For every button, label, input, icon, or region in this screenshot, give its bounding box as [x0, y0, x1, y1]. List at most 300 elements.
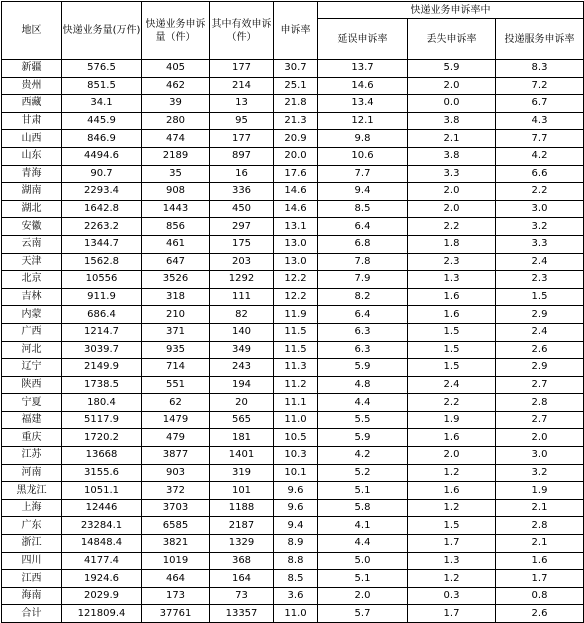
cell-region: 海南: [2, 587, 62, 605]
cell-volume: 3155.6: [62, 464, 142, 482]
cell-delay-rate: 6.8: [318, 235, 408, 253]
cell-service-rate: 1.6: [496, 552, 584, 570]
cell-region: 新疆: [2, 60, 62, 78]
cell-complaints: 1479: [142, 411, 210, 429]
cell-region: 重庆: [2, 429, 62, 447]
cell-service-rate: 8.3: [496, 60, 584, 78]
header-complaints: 快递业务申诉量（件）: [142, 2, 210, 60]
cell-complaints: 908: [142, 183, 210, 201]
cell-complaints: 371: [142, 323, 210, 341]
cell-volume: 1720.2: [62, 429, 142, 447]
cell-rate: 21.3: [274, 112, 318, 130]
cell-delay-rate: 5.2: [318, 464, 408, 482]
cell-valid-complaints: 194: [210, 376, 274, 394]
cell-service-rate: 3.2: [496, 218, 584, 236]
cell-volume: 4177.4: [62, 552, 142, 570]
cell-rate: 30.7: [274, 60, 318, 78]
cell-complaints: 464: [142, 570, 210, 588]
cell-delay-rate: 5.8: [318, 499, 408, 517]
cell-region: 四川: [2, 552, 62, 570]
cell-complaints: 479: [142, 429, 210, 447]
cell-delay-rate: 4.4: [318, 535, 408, 553]
cell-rate: 11.2: [274, 376, 318, 394]
cell-loss-rate: 1.6: [408, 429, 496, 447]
cell-complaints: 62: [142, 394, 210, 412]
cell-loss-rate: 2.4: [408, 376, 496, 394]
cell-loss-rate: 1.5: [408, 341, 496, 359]
table-row: [2, 147, 584, 165]
cell-region: 广东: [2, 517, 62, 535]
cell-rate: 11.5: [274, 341, 318, 359]
cell-loss-rate: 1.3: [408, 552, 496, 570]
cell-region: 宁夏: [2, 394, 62, 412]
cell-rate: 12.2: [274, 271, 318, 289]
cell-delay-rate: 6.4: [318, 306, 408, 324]
cell-volume: 846.9: [62, 130, 142, 148]
cell-service-rate: 6.6: [496, 165, 584, 183]
cell-region: 辽宁: [2, 359, 62, 377]
cell-rate: 10.3: [274, 447, 318, 465]
cell-loss-rate: 1.5: [408, 517, 496, 535]
cell-volume: 911.9: [62, 288, 142, 306]
cell-valid-complaints: 336: [210, 183, 274, 201]
cell-region: 山西: [2, 130, 62, 148]
cell-valid-complaints: 181: [210, 429, 274, 447]
cell-valid-complaints: 203: [210, 253, 274, 271]
cell-region: 云南: [2, 235, 62, 253]
cell-volume: 14848.4: [62, 535, 142, 553]
cell-volume: 576.5: [62, 60, 142, 78]
cell-valid-complaints: 111: [210, 288, 274, 306]
cell-valid-complaints: 177: [210, 130, 274, 148]
table-row: [2, 235, 584, 253]
cell-delay-rate: 13.4: [318, 95, 408, 113]
cell-service-rate: 2.0: [496, 429, 584, 447]
header-volume: 快递业务量(万件): [62, 2, 142, 60]
cell-service-rate: 0.8: [496, 587, 584, 605]
cell-valid-complaints: 101: [210, 482, 274, 500]
complaint-rate-table: [1, 1, 584, 623]
cell-rate: 11.1: [274, 394, 318, 412]
cell-region: 上海: [2, 499, 62, 517]
cell-delay-rate: 4.2: [318, 447, 408, 465]
cell-delay-rate: 4.8: [318, 376, 408, 394]
cell-volume: 12446: [62, 499, 142, 517]
cell-delay-rate: 2.0: [318, 587, 408, 605]
cell-valid-complaints: 450: [210, 200, 274, 218]
table-row: [2, 605, 584, 623]
cell-region: 合计: [2, 605, 62, 623]
cell-region: 内蒙: [2, 306, 62, 324]
cell-delay-rate: 8.2: [318, 288, 408, 306]
cell-volume: 180.4: [62, 394, 142, 412]
table-row: [2, 77, 584, 95]
table-row: [2, 570, 584, 588]
cell-service-rate: 3.2: [496, 464, 584, 482]
table-header: [2, 2, 584, 60]
cell-valid-complaints: 95: [210, 112, 274, 130]
cell-volume: 90.7: [62, 165, 142, 183]
cell-complaints: 1019: [142, 552, 210, 570]
table-row: [2, 464, 584, 482]
table-row: [2, 183, 584, 201]
cell-valid-complaints: 16: [210, 165, 274, 183]
cell-delay-rate: 5.0: [318, 552, 408, 570]
cell-delay-rate: 9.8: [318, 130, 408, 148]
cell-valid-complaints: 1188: [210, 499, 274, 517]
cell-loss-rate: 1.7: [408, 605, 496, 623]
header-service-rate: 投递服务申诉率: [496, 19, 584, 60]
cell-delay-rate: 7.9: [318, 271, 408, 289]
cell-rate: 20.0: [274, 147, 318, 165]
cell-rate: 21.8: [274, 95, 318, 113]
cell-loss-rate: 1.2: [408, 499, 496, 517]
cell-service-rate: 2.8: [496, 394, 584, 412]
cell-delay-rate: 12.1: [318, 112, 408, 130]
cell-delay-rate: 4.1: [318, 517, 408, 535]
cell-rate: 3.6: [274, 587, 318, 605]
cell-service-rate: 4.3: [496, 112, 584, 130]
cell-loss-rate: 1.6: [408, 482, 496, 500]
cell-valid-complaints: 1329: [210, 535, 274, 553]
table-row: [2, 552, 584, 570]
cell-rate: 13.1: [274, 218, 318, 236]
cell-volume: 34.1: [62, 95, 142, 113]
cell-volume: 2263.2: [62, 218, 142, 236]
cell-region: 福建: [2, 411, 62, 429]
cell-rate: 10.1: [274, 464, 318, 482]
cell-service-rate: 3.0: [496, 447, 584, 465]
cell-rate: 11.3: [274, 359, 318, 377]
cell-valid-complaints: 20: [210, 394, 274, 412]
table-row: [2, 60, 584, 78]
cell-loss-rate: 3.3: [408, 165, 496, 183]
cell-service-rate: 3.3: [496, 235, 584, 253]
cell-loss-rate: 2.0: [408, 200, 496, 218]
cell-service-rate: 1.9: [496, 482, 584, 500]
table-row: [2, 271, 584, 289]
cell-complaints: 280: [142, 112, 210, 130]
header-valid-complaints: 其中有效申诉（件）: [210, 2, 274, 60]
cell-rate: 12.2: [274, 288, 318, 306]
cell-volume: 10556: [62, 271, 142, 289]
cell-complaints: 1443: [142, 200, 210, 218]
cell-region: 天津: [2, 253, 62, 271]
cell-region: 江苏: [2, 447, 62, 465]
table-row: [2, 359, 584, 377]
cell-rate: 14.6: [274, 200, 318, 218]
cell-service-rate: 1.7: [496, 570, 584, 588]
cell-service-rate: 4.2: [496, 147, 584, 165]
cell-valid-complaints: 177: [210, 60, 274, 78]
cell-region: 山东: [2, 147, 62, 165]
cell-loss-rate: 1.5: [408, 323, 496, 341]
cell-region: 河南: [2, 464, 62, 482]
cell-volume: 851.5: [62, 77, 142, 95]
cell-complaints: 39: [142, 95, 210, 113]
cell-service-rate: 6.7: [496, 95, 584, 113]
cell-service-rate: 1.5: [496, 288, 584, 306]
cell-service-rate: 7.2: [496, 77, 584, 95]
cell-region: 安徽: [2, 218, 62, 236]
cell-volume: 1738.5: [62, 376, 142, 394]
cell-loss-rate: 0.0: [408, 95, 496, 113]
table-row: [2, 411, 584, 429]
cell-delay-rate: 5.9: [318, 429, 408, 447]
cell-rate: 13.0: [274, 235, 318, 253]
cell-rate: 11.9: [274, 306, 318, 324]
table-row: [2, 341, 584, 359]
table-row: [2, 95, 584, 113]
header-loss-rate: 丢失申诉率: [408, 19, 496, 60]
cell-rate: 17.6: [274, 165, 318, 183]
cell-valid-complaints: 73: [210, 587, 274, 605]
cell-rate: 9.6: [274, 482, 318, 500]
cell-loss-rate: 2.3: [408, 253, 496, 271]
table-body: [2, 60, 584, 623]
cell-volume: 13668: [62, 447, 142, 465]
cell-complaints: 551: [142, 376, 210, 394]
cell-delay-rate: 13.7: [318, 60, 408, 78]
cell-rate: 25.1: [274, 77, 318, 95]
cell-delay-rate: 7.8: [318, 253, 408, 271]
cell-loss-rate: 1.6: [408, 306, 496, 324]
cell-complaints: 318: [142, 288, 210, 306]
cell-valid-complaints: 897: [210, 147, 274, 165]
cell-loss-rate: 2.0: [408, 183, 496, 201]
cell-complaints: 2189: [142, 147, 210, 165]
cell-delay-rate: 4.4: [318, 394, 408, 412]
cell-volume: 2029.9: [62, 587, 142, 605]
cell-valid-complaints: 297: [210, 218, 274, 236]
table-row: [2, 376, 584, 394]
cell-loss-rate: 2.0: [408, 447, 496, 465]
cell-loss-rate: 3.8: [408, 112, 496, 130]
cell-complaints: 647: [142, 253, 210, 271]
cell-valid-complaints: 1292: [210, 271, 274, 289]
cell-loss-rate: 1.6: [408, 288, 496, 306]
cell-valid-complaints: 319: [210, 464, 274, 482]
cell-complaints: 856: [142, 218, 210, 236]
cell-service-rate: 2.4: [496, 323, 584, 341]
header-rate: 申诉率: [274, 2, 318, 60]
cell-complaints: 173: [142, 587, 210, 605]
table-row: [2, 499, 584, 517]
cell-delay-rate: 5.9: [318, 359, 408, 377]
cell-delay-rate: 7.7: [318, 165, 408, 183]
header-breakdown-group: 快递业务申诉率中: [318, 2, 584, 19]
cell-valid-complaints: 243: [210, 359, 274, 377]
cell-valid-complaints: 1401: [210, 447, 274, 465]
cell-service-rate: 2.6: [496, 341, 584, 359]
cell-service-rate: 7.7: [496, 130, 584, 148]
cell-complaints: 372: [142, 482, 210, 500]
cell-complaints: 3703: [142, 499, 210, 517]
table-row: [2, 112, 584, 130]
cell-delay-rate: 5.5: [318, 411, 408, 429]
cell-complaints: 461: [142, 235, 210, 253]
cell-complaints: 35: [142, 165, 210, 183]
table-row: [2, 447, 584, 465]
cell-valid-complaints: 82: [210, 306, 274, 324]
cell-service-rate: 2.9: [496, 306, 584, 324]
cell-loss-rate: 1.9: [408, 411, 496, 429]
cell-delay-rate: 9.4: [318, 183, 408, 201]
cell-complaints: 37761: [142, 605, 210, 623]
cell-complaints: 405: [142, 60, 210, 78]
cell-region: 北京: [2, 271, 62, 289]
cell-region: 西藏: [2, 95, 62, 113]
cell-volume: 1344.7: [62, 235, 142, 253]
cell-volume: 3039.7: [62, 341, 142, 359]
cell-service-rate: 2.4: [496, 253, 584, 271]
cell-loss-rate: 1.7: [408, 535, 496, 553]
table-row: [2, 535, 584, 553]
cell-rate: 10.5: [274, 429, 318, 447]
cell-delay-rate: 10.6: [318, 147, 408, 165]
cell-loss-rate: 2.2: [408, 394, 496, 412]
table-row: [2, 200, 584, 218]
cell-region: 青海: [2, 165, 62, 183]
cell-complaints: 210: [142, 306, 210, 324]
cell-region: 甘肃: [2, 112, 62, 130]
cell-valid-complaints: 565: [210, 411, 274, 429]
cell-rate: 8.5: [274, 570, 318, 588]
cell-delay-rate: 6.4: [318, 218, 408, 236]
cell-service-rate: 2.7: [496, 376, 584, 394]
table-row: [2, 429, 584, 447]
table-row: [2, 130, 584, 148]
cell-volume: 5117.9: [62, 411, 142, 429]
cell-volume: 121809.4: [62, 605, 142, 623]
cell-delay-rate: 6.3: [318, 323, 408, 341]
cell-region: 湖北: [2, 200, 62, 218]
cell-volume: 686.4: [62, 306, 142, 324]
cell-complaints: 474: [142, 130, 210, 148]
cell-delay-rate: 14.6: [318, 77, 408, 95]
cell-loss-rate: 1.2: [408, 464, 496, 482]
cell-complaints: 3877: [142, 447, 210, 465]
cell-valid-complaints: 368: [210, 552, 274, 570]
cell-complaints: 3526: [142, 271, 210, 289]
cell-complaints: 3821: [142, 535, 210, 553]
cell-rate: 9.4: [274, 517, 318, 535]
cell-rate: 9.6: [274, 499, 318, 517]
cell-rate: 14.6: [274, 183, 318, 201]
cell-valid-complaints: 13: [210, 95, 274, 113]
cell-complaints: 935: [142, 341, 210, 359]
cell-loss-rate: 1.3: [408, 271, 496, 289]
cell-volume: 1214.7: [62, 323, 142, 341]
cell-complaints: 714: [142, 359, 210, 377]
cell-region: 贵州: [2, 77, 62, 95]
cell-region: 黑龙江: [2, 482, 62, 500]
cell-volume: 1562.8: [62, 253, 142, 271]
cell-region: 湖南: [2, 183, 62, 201]
cell-loss-rate: 5.9: [408, 60, 496, 78]
cell-service-rate: 2.1: [496, 535, 584, 553]
table-row: [2, 323, 584, 341]
cell-region: 河北: [2, 341, 62, 359]
cell-loss-rate: 1.5: [408, 359, 496, 377]
table-row: [2, 394, 584, 412]
table-row: [2, 517, 584, 535]
header-region: 地区: [2, 2, 62, 60]
cell-rate: 8.9: [274, 535, 318, 553]
table-row: [2, 253, 584, 271]
cell-volume: 2293.4: [62, 183, 142, 201]
cell-service-rate: 2.6: [496, 605, 584, 623]
table-row: [2, 587, 584, 605]
cell-service-rate: 3.0: [496, 200, 584, 218]
table-row: [2, 165, 584, 183]
cell-delay-rate: 8.5: [318, 200, 408, 218]
cell-loss-rate: 2.0: [408, 77, 496, 95]
cell-volume: 1924.6: [62, 570, 142, 588]
cell-rate: 11.5: [274, 323, 318, 341]
cell-region: 广西: [2, 323, 62, 341]
cell-loss-rate: 0.3: [408, 587, 496, 605]
cell-complaints: 462: [142, 77, 210, 95]
cell-volume: 1642.8: [62, 200, 142, 218]
cell-region: 江西: [2, 570, 62, 588]
cell-loss-rate: 1.8: [408, 235, 496, 253]
cell-delay-rate: 5.7: [318, 605, 408, 623]
cell-valid-complaints: 140: [210, 323, 274, 341]
cell-loss-rate: 1.2: [408, 570, 496, 588]
table-row: [2, 306, 584, 324]
cell-delay-rate: 5.1: [318, 570, 408, 588]
cell-loss-rate: 2.1: [408, 130, 496, 148]
cell-volume: 2149.9: [62, 359, 142, 377]
cell-loss-rate: 3.8: [408, 147, 496, 165]
cell-service-rate: 2.7: [496, 411, 584, 429]
cell-rate: 20.9: [274, 130, 318, 148]
cell-loss-rate: 2.2: [408, 218, 496, 236]
cell-rate: 11.0: [274, 411, 318, 429]
cell-region: 吉林: [2, 288, 62, 306]
cell-volume: 1051.1: [62, 482, 142, 500]
header-delay-rate: 延误申诉率: [318, 19, 408, 60]
table-row: [2, 482, 584, 500]
cell-valid-complaints: 349: [210, 341, 274, 359]
cell-valid-complaints: 2187: [210, 517, 274, 535]
cell-rate: 11.0: [274, 605, 318, 623]
cell-volume: 23284.1: [62, 517, 142, 535]
cell-service-rate: 2.1: [496, 499, 584, 517]
cell-complaints: 903: [142, 464, 210, 482]
cell-service-rate: 2.2: [496, 183, 584, 201]
cell-delay-rate: 5.1: [318, 482, 408, 500]
cell-valid-complaints: 214: [210, 77, 274, 95]
cell-service-rate: 2.3: [496, 271, 584, 289]
cell-complaints: 6585: [142, 517, 210, 535]
cell-delay-rate: 6.3: [318, 341, 408, 359]
table-row: [2, 218, 584, 236]
cell-rate: 13.0: [274, 253, 318, 271]
cell-valid-complaints: 164: [210, 570, 274, 588]
cell-volume: 4494.6: [62, 147, 142, 165]
cell-valid-complaints: 13357: [210, 605, 274, 623]
cell-rate: 8.8: [274, 552, 318, 570]
cell-valid-complaints: 175: [210, 235, 274, 253]
cell-service-rate: 2.9: [496, 359, 584, 377]
cell-volume: 445.9: [62, 112, 142, 130]
cell-service-rate: 2.8: [496, 517, 584, 535]
table-row: [2, 288, 584, 306]
cell-region: 陕西: [2, 376, 62, 394]
cell-region: 浙江: [2, 535, 62, 553]
